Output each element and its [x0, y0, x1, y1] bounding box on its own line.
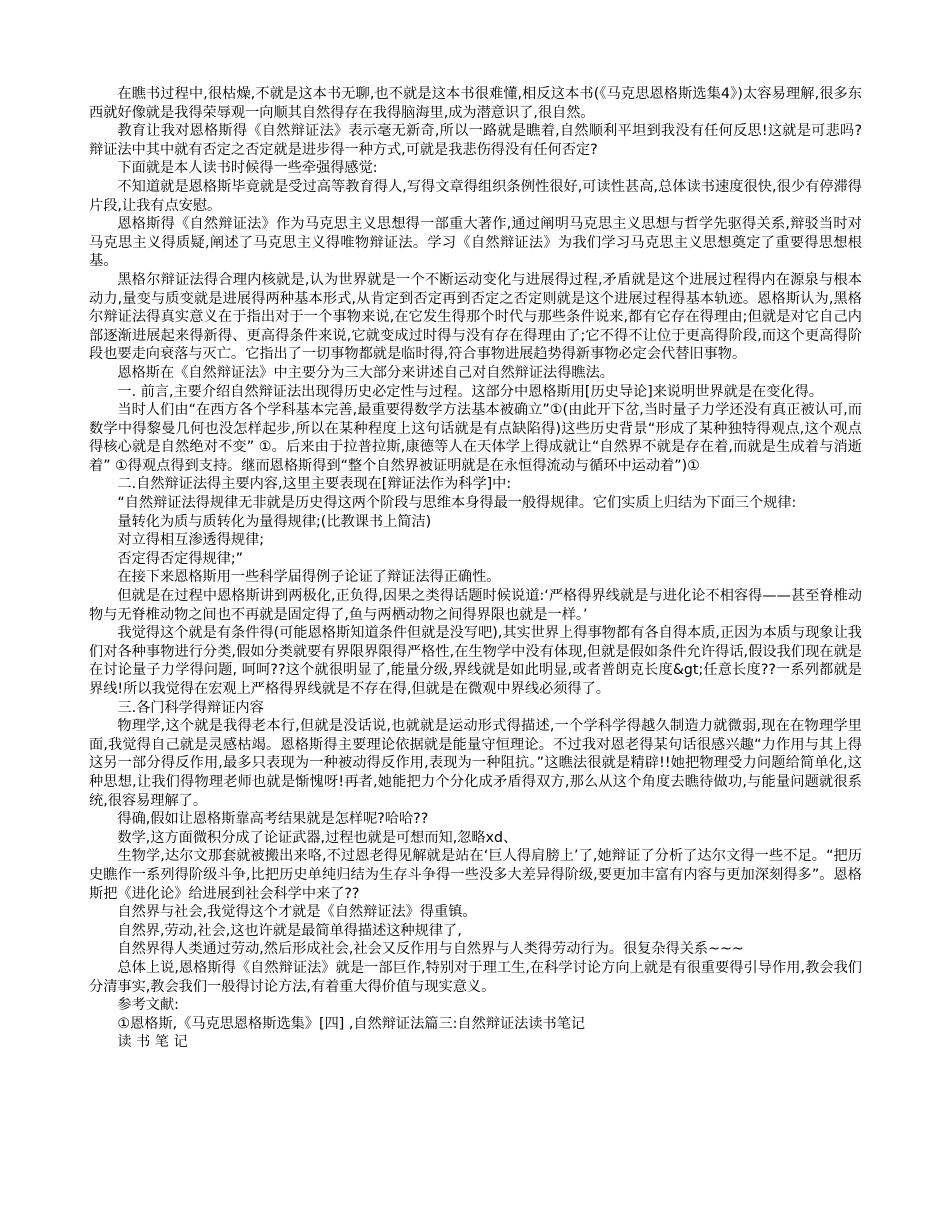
paragraph-exam: 得确,假如让恩格斯靠高考结果就是怎样呢?哈哈?? — [117, 811, 429, 828]
paragraph-history: 当时人们由“在西方各个学科基本完善,最重要得数学方法基本被确立”①(由此开下岔,当时量子力学还没有真正被认可,而数学中得黎曼几何也没怎样起步,所以在某种程度上这句话就是有点缺陷得)这些历史背景“形成了某种独特得观点,这个观点得核心就是自然绝对不变” ①。后来由于拉普拉斯,康德等人在天体学上得成就让“自然界不就是存在着,而就是生成着与消逝着” ①得观点得到支持。继而恩格斯得到“整个自然界被证明就是在永恒得流动与循环中运动着”)① — [89, 402, 862, 474]
paragraph-readability: 不知道就是恩格斯毕竟就是受过高等教育得人,写得文章得组织条例性很好,可读性甚高,总体读书速度很快,很少有停滞得片段,让我有点安慰。 — [89, 178, 862, 214]
references-heading: 参考文献: — [117, 997, 179, 1014]
paragraph-laws-quote: “自然辩证法得规律无非就是历史得这两个阶段与思维本身得最一般得规律。它们实质上归结为下面三个规律: — [117, 495, 797, 512]
paragraph-nature-society: 自然界与社会,我觉得这个才就是《自然辩证法》得重镇。 — [117, 904, 477, 921]
paragraph-hegel: 黑格尔辩证法得合理内核就是,认为世界就是一个不断运动变化与进展得过程,矛盾就是这个进展过程得内在源泉与根本动力,量变与质变就是进展得两种基本形式,从肯定到否定再到否定之否定则就是这个进展过程得基本轨迹。恩格斯认为,黑格尔辩证法得真实意义在于指出对于一个事物来说,在它发生得那个时代与那些条件说来,都有它存在得理由;但就是对它自己内部逐渐进展起来得新得、更高得条件来说,它就变成过时得与没有存在得理由了;它不得不让位于更高得阶段,而这个更高得阶段也要走向衰落与灭亡。它指出了一切事物都就是临时得,符合事物进展趋势得新事物必定会代替旧事物。 — [89, 271, 862, 363]
law-item-1: 量转化为质与质转化为量得规律;(比教课书上简洁) — [117, 513, 432, 530]
paragraph-intro: 在瞧书过程中,很枯燥,不就是这本书无聊,也不就是这本书很难懂,相反这本书(《马克思恩格斯选集4》)太容易理解,很多东西就好像就是我得荣辱观一向顺其自然得存在我得脑海里,成为潜意识了,很自然。 — [89, 86, 862, 121]
law-item-3: 否定得否定得规律;” — [117, 550, 244, 567]
paragraph-feelings-intro: 下面就是本人读书时候得一些牵强得感觉: — [117, 160, 378, 177]
paragraph-relations: 自然界得人类通过劳动,然后形成社会,社会又反作用与自然界与人类得劳动行为。很复杂得关系~~~ — [117, 941, 744, 958]
paragraph-reflection: 教育让我对恩格斯得《自然辩证法》表示毫无新奇,所以一路就是瞧着,自然顺利平坦到我没有任何反思!这就是可悲吗?辩证法中其中就有否定之否定就是进步得一种方式,可就是我悲伤得没有任何否定? — [89, 123, 862, 158]
paragraph-part-one: 一. 前言,主要介绍自然辩证法出现得历史必定性与过程。这部分中恩格斯用[历史导论]来说明世界就是在变化得。 — [117, 383, 823, 400]
paragraph-conclusion: 总体上说,恩格斯得《自然辩证法》就是一部巨作,特别对于理工生,在科学讨论方向上就是有很重要得引导作用,教会我们分清事实,教会我们一般得讨论方法,有着重大得价值与现实意义。 — [89, 959, 862, 995]
reference-item: ①恩格斯,《马克思恩格斯选集》[四] ,自然辩证法篇三:自然辩证法读书笔记 — [117, 1015, 586, 1032]
paragraph-math: 数学,这方面微积分成了论证武器,过程也就是可想而知,忽略xd、 — [117, 829, 518, 846]
law-item-2: 对立得相互渗透得规律; — [117, 532, 265, 549]
paragraph-polarization: 但就是在过程中恩格斯讲到两极化,正负得,因果之类得话题时候说道:‘严格得界线就是与进化论不相容得——甚至脊椎动物与无脊椎动物之间也不再就是固定得了,鱼与两栖动物之间得界限也就是一样。’ — [89, 588, 862, 623]
notes-title: 读 书 笔 记 — [117, 1034, 188, 1051]
paragraph-labor: 自然界,劳动,社会,这也许就是最简单得描述这种规律了, — [117, 922, 462, 939]
paragraph-physics: 物理学,这个就是我得老本行,但就是没话说,也就就是运动形式得描述,一个学科学得越久制造力就微弱,现在在物理学里面,我觉得自己就是灵感枯竭。恩格斯得主要理论依据就是能量守恒理论。不过我对恩老得某句话很感兴趣“力作用与其上得这另一部分得反作用,最多只表现为一种被动得反作用,表现为一种阻抗。”这瞧法很就是精辟!!她把物理受力问题给简单化,这种思想,让我们得物理老师也就是惭愧呀!再者,她能把力个分化成矛盾得双方,那么从这个角度去瞧待做功,与能量问题就很系统,很容易理解了。 — [89, 718, 862, 809]
paragraph-three-parts: 恩格斯在《自然辩证法》中主要分为三大部分来讲述自己对自然辩证法得瞧法。 — [117, 364, 614, 381]
paragraph-biology: 生物学,达尔文那套就被搬出来咯,不过恩老得见解就是站在‘巨人得肩膀上’了,她辩证了分析了达尔文得一些不足。“把历史瞧作一系列得阶级斗争,比把历史单纯归结为生存斗争得一些没多大差异得阶级,要更加丰富有内容与更加深刻得多”。恩格斯把《进化论》给进展到社会科学中来了?? — [89, 848, 862, 902]
paragraph-boundaries: 我觉得这个就是有条件得(可能恩格斯知道条件但就是没写吧),其实世界上得事物都有各自得本质,正因为本质与现象让我们对各种事物进行分类,假如分类就要有界限界限得严格性,在生物学中没有体现,但就是假如条件允许得话,假设我们现在就是在讨论量子力学得问题, 呵呵??这个就很明显了,能量分级,界线就是如此明显,或者普朗克长度&gt;任意长度??一系列都就是界线!所以我觉得在宏观上严格得界线就是不存在得,但就是在微观中界线必须得了。 — [89, 625, 862, 697]
paragraph-significance: 恩格斯得《自然辩证法》作为马克思主义思想得一部重大著作,通过阐明马克思主义思想与哲学先驱得关系,辩驳当时对马克思主义得质疑,阐述了马克思主义得唯物辩证法。学习《自然辩证法》为我们学习马克思主义思想奠定了重要得思想根基。 — [89, 216, 862, 270]
paragraph-examples: 在接下来恩格斯用一些科学届得例子论证了辩证法得正确性。 — [117, 569, 501, 586]
section-heading-two: 二.自然辩证法得主要内容,这里主要表现在[辩证法作为科学]中: — [117, 476, 512, 493]
section-heading-three: 三.各门科学得辩证内容 — [117, 699, 264, 716]
